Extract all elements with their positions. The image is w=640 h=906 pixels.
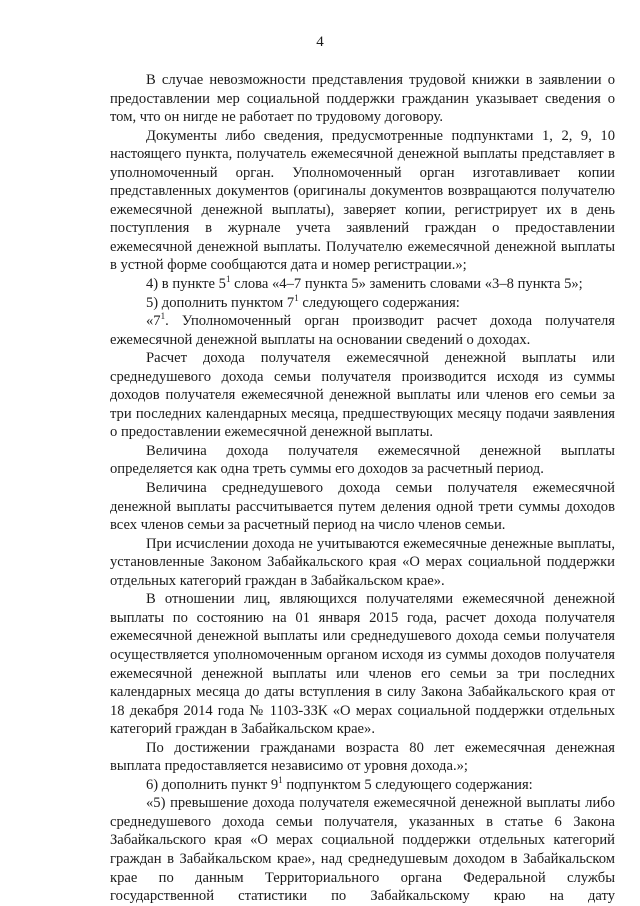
paragraph-4 [110,294,615,313]
text-run: . Уполномоченный орган производит расчет дохода получателя ежемесячной денежной выплаты на основании сведений о доходах. [110,313,615,348]
paragraph-5 [110,312,615,349]
text-run: 4) в пункте 5 [146,276,226,293]
paragraph-2: Документы либо сведения, предусмотренные подпунктами 1, 2, 9, 10 настоящего пункта, получатель ежемесячной денежной выплаты представляет в уполномоченный орган. Уполномоченный орган изготавливает копии представленных документов (оригиналы документов возвращаются получателю ежемесячной денежной выплаты), заверяет копии, регистрирует их в день поступления в журнале учета заявлений граждан о предоставлении ежемесячной денежной выплаты. Получателю ежемесячной денежной выплаты в устной форме сообщаются дата и номер регистрации.»; [110,127,615,274]
paragraph-13: «5) превышение дохода получателя ежемесячной денежной выплаты либо среднедушевого дохода семьи получателя, указанных в статье 6 Закона Забайкальского края «О мерах социальной поддержки отдельных категорий граждан в Забайкальском крае», над среднедушевым доходом в Забайкальском крае по данным Территориального органа Федеральной службы государственной статистики по Забайкальскому краю на дату [110,795,615,905]
text-run: слова «4–7 пункта 5» заменить словами «3–8 пункта 5»; [230,276,583,293]
text-run: 5) дополнить пунктом 7 [146,294,295,311]
paragraph-11: По достижении гражданами возраста 80 лет ежемесячная денежная выплата предоставляется независимо от уровня дохода.»; [110,739,615,775]
paragraph-1: В случае невозможности представления трудовой книжки в заявлении о предоставлении мер социальной поддержки гражданин указывает сведения о том, что он нигде не работает по трудовому договору. [110,72,615,126]
text-run: следующего содержания: [298,294,460,311]
superscript: 1 [278,774,283,785]
superscript: 1 [225,274,231,285]
paragraph-8: Величина среднедушевого дохода семьи получателя ежемесячной денежной выплаты рассчитывается путем деления одной трети суммы доходов всех членов семьи за расчетный период на число членов семьи. [110,480,615,534]
text-run: 6) дополнить пункт 9 [146,776,279,793]
paragraph-3 [110,275,615,294]
paragraph-12 [110,776,615,795]
paragraph-10: В отношении лиц, являющихся получателями ежемесячной денежной выплаты по состоянию на 01 января 2015 года, расчет дохода получателя ежемесячной денежной выплаты или среднедушевого дохода семьи получателя осуществляется уполномоченным органом исходя из суммы доходов получателя ежемесячной денежной выплаты или членов его семьи за три последних календарных месяца до даты вступления в силу Закона Забайкальского края от 18 декабря 2014 года № 1103-ЗЗК «О мерах социальной поддержки отдельных категорий граждан в Забайкальском крае». [110,591,615,738]
superscript: 1 [160,311,166,322]
page-number: 4 [316,34,324,50]
text-run: подпунктом 5 следующего содержания: [282,776,533,793]
superscript: 1 [294,292,299,303]
paragraph-9: При исчислении дохода не учитываются ежемесячные денежные выплаты, установленные Законом Забайкальского края «О мерах социальной поддержки отдельных категорий граждан в Забайкальском крае». [110,535,615,589]
document-body [110,71,615,906]
paragraph-6: Расчет дохода получателя ежемесячной денежной выплаты или среднедушевого дохода семьи получателя производится исходя из суммы доходов получателя ежемесячной денежной выплаты или членов его семьи за три последних календарных месяца, предшествующих месяцу подачи заявления о предоставлении ежемесячной денежной выплаты. [110,350,615,441]
paragraph-7: Величина дохода получателя ежемесячной денежной выплаты определяется как одна треть суммы его доходов за расчетный период. [110,442,615,478]
text-run: «7 [146,313,161,330]
